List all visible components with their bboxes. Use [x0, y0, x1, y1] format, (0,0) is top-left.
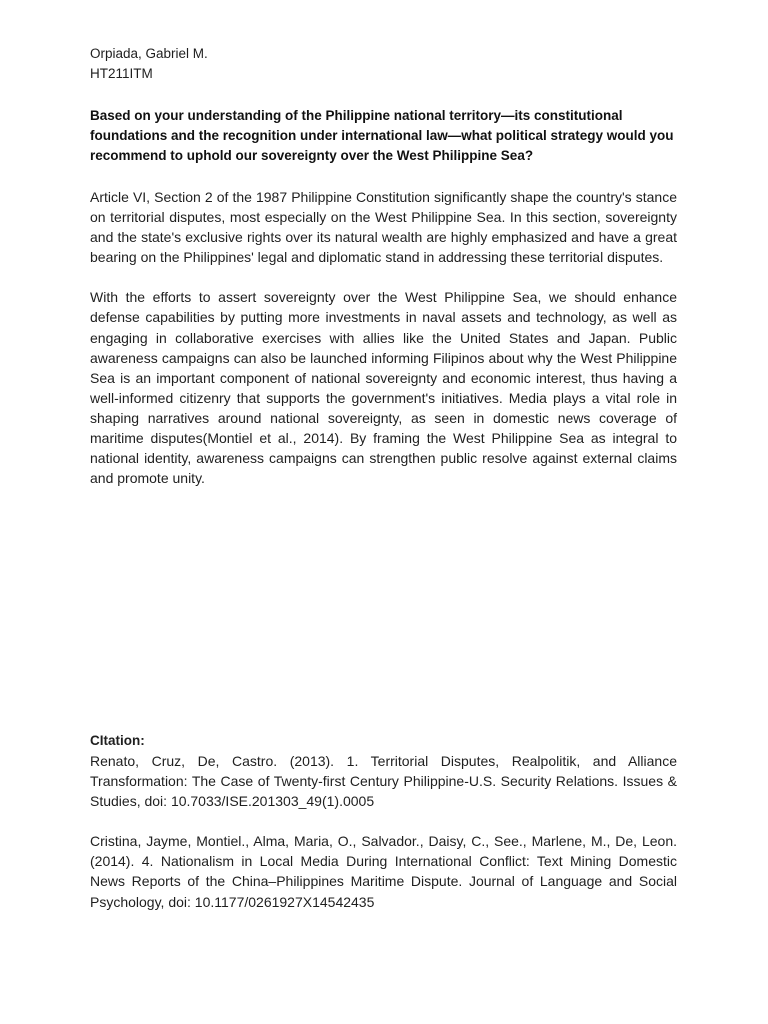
citation-section: [90, 731, 677, 912]
reference-entry: Renato, Cruz, De, Castro. (2013). 1. Territorial Disputes, Realpolitik, and Alliance Transformation: The Case of Twenty-first Century Philippine-U.S. Security Relations. Issues & Studies, doi: 10.7033/ISE.201303_49(1).0005: [90, 753, 677, 810]
body-paragraph: With the efforts to assert sovereignty over the West Philippine Sea, we should enhance defense capabilities by putting more investments in naval assets and technology, as well as engaging in collaborative exercises with allies like the United States and Japan. Public awareness campaigns can also be launched informing Filipinos about why the West Philippine Sea is an important component of national sovereignty and economic interest, thus having a well-informed citizenry that supports the government's initiatives. Media plays a vital role in shaping narratives around national sovereignty, as seen in domestic news coverage of maritime disputes(Montiel et al., 2014). By framing the West Philippine Sea as integral to national identity, awareness campaigns can strengthen public resolve against external claims and promote unity.: [90, 289, 677, 487]
section-code: HT211ITM: [90, 66, 153, 81]
document-page: [90, 44, 677, 488]
body-paragraph: Article VI, Section 2 of the 1987 Philippine Constitution significantly shape the country's stance on territorial disputes, most especially on the West Philippine Sea. In this section, sovereignty and the state's exclusive rights over its natural wealth are highly emphasized and have a great bearing on the Philippines' legal and diplomatic stand in addressing these territorial disputes.: [90, 189, 677, 266]
citation-heading: CItation:: [90, 733, 145, 748]
author-name: Orpiada, Gabriel M.: [90, 46, 208, 61]
essay-question: Based on your understanding of the Philippine national territory—its constitutional foundations and the recognition under international law—what political strategy would you recommend to uphold our sovereignty over the West Philippine Sea?: [90, 108, 674, 163]
reference-entry: Cristina, Jayme, Montiel., Alma, Maria, O., Salvador., Daisy, C., See., Marlene, M., De, Leon. (2014). 4. Nationalism in Local Media During International Conflict: Text Mining Domestic News Reports of the China–Philippines Maritime Dispute. Journal of Language and Social Psychology, doi: 10.1177/0261927X14542435: [90, 833, 677, 910]
